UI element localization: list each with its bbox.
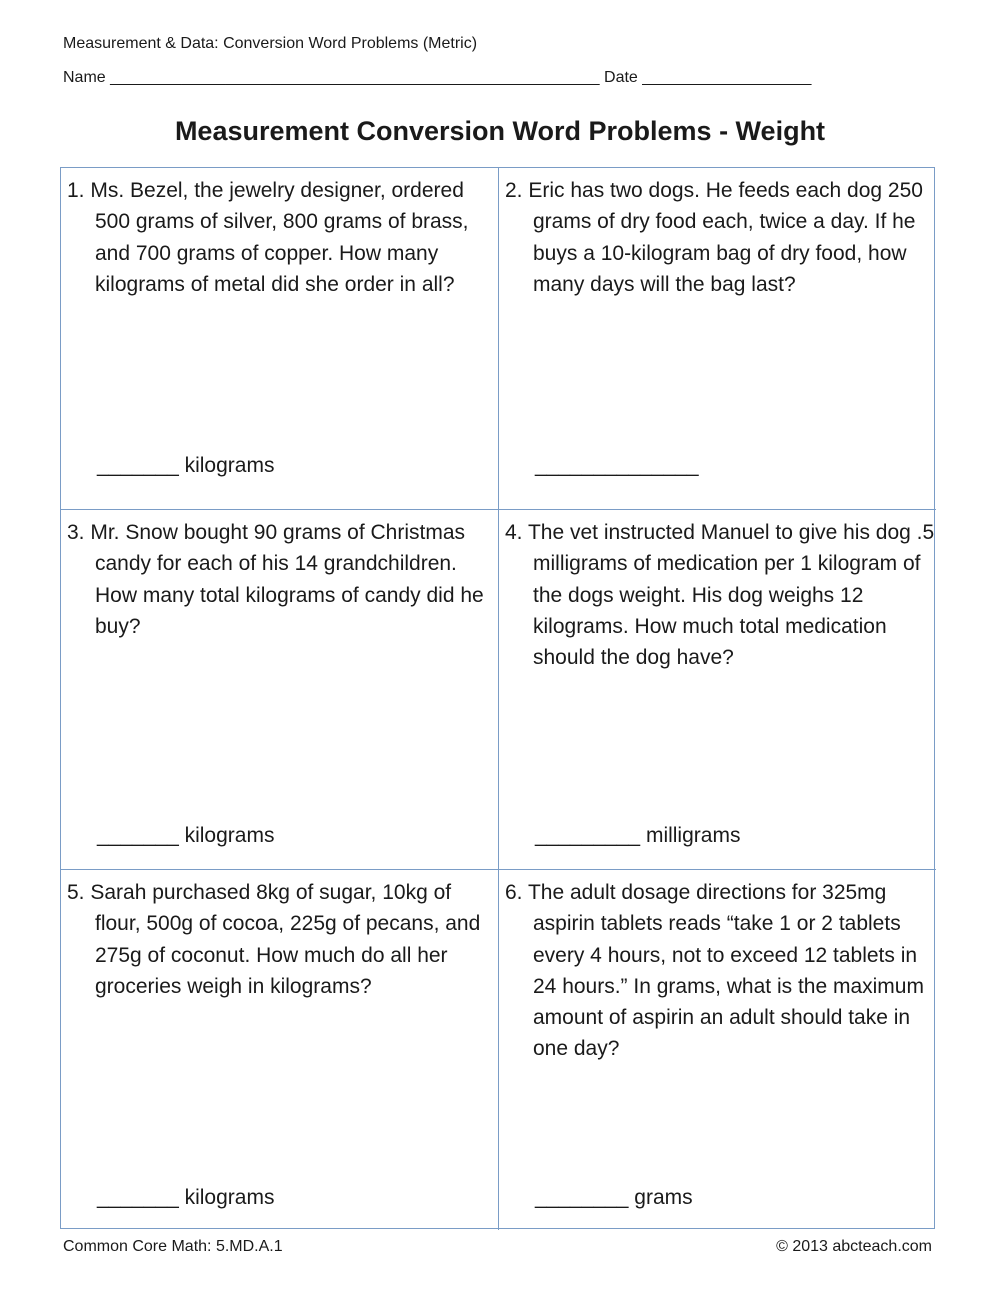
worksheet-subtitle: Measurement & Data: Conversion Word Problems (Metric) (63, 35, 478, 52)
problem-text: 1. Ms. Bezel, the jewelry designer, ordered 500 grams of silver, 800 grams of brass, and 700 grams of copper. How many kilograms of metal did she order in all? (67, 179, 469, 296)
answer-blank[interactable]: ________ grams (535, 1186, 693, 1209)
problem-cell-6 (499, 870, 936, 1230)
answer-blank[interactable]: _______ kilograms (97, 824, 275, 847)
problems-grid (60, 167, 935, 1229)
answer-blank[interactable]: _________ milligrams (535, 824, 741, 847)
problem-cell-1 (61, 168, 499, 510)
page-title: Measurement Conversion Word Problems - Weight (174, 116, 826, 146)
footer-copyright: © 2013 abcteach.com (776, 1238, 932, 1255)
answer-blank[interactable]: ______________ (535, 454, 699, 477)
footer-standard: Common Core Math: 5.MD.A.1 (63, 1238, 283, 1255)
date-label: Date (604, 69, 638, 86)
problem-text: 4. The vet instructed Manuel to give his dog .5 milligrams of medication per 1 kilogram of the dogs weight. His dog weighs 12 kilograms. How much total medication should the dog have? (505, 521, 935, 670)
problem-text: 5. Sarah purchased 8kg of sugar, 10kg of flour, 500g of cocoa, 225g of pecans, and 275g of coconut. How much do all her groceries weigh in kilograms? (67, 881, 481, 998)
problem-cell-4 (499, 510, 936, 870)
problem-text: 6. The adult dosage directions for 325mg aspirin tablets reads “take 1 or 2 tablets every 4 hours, not to exceed 12 tablets in 24 hours.” In grams, what is the maximum amount of aspirin an adult should take in one day? (505, 881, 924, 1061)
date-blank[interactable]: ___________________ (642, 69, 812, 86)
problem-cell-3 (61, 510, 499, 870)
answer-blank[interactable]: _______ kilograms (97, 1186, 275, 1209)
problem-cell-2 (499, 168, 936, 510)
name-blank[interactable]: _______________________________________________________ (110, 69, 600, 86)
name-date-line (63, 69, 811, 87)
answer-blank[interactable]: _______ kilograms (97, 454, 275, 477)
problem-cell-5 (61, 870, 499, 1230)
name-label: Name (63, 69, 106, 86)
problem-text: 2. Eric has two dogs. He feeds each dog 250 grams of dry food each, twice a day. If he buys a 10-kilogram bag of dry food, how many days will the bag last? (505, 179, 923, 296)
problem-text: 3. Mr. Snow bought 90 grams of Christmas candy for each of his 14 grandchildren. How many total kilograms of candy did he buy? (67, 521, 484, 638)
